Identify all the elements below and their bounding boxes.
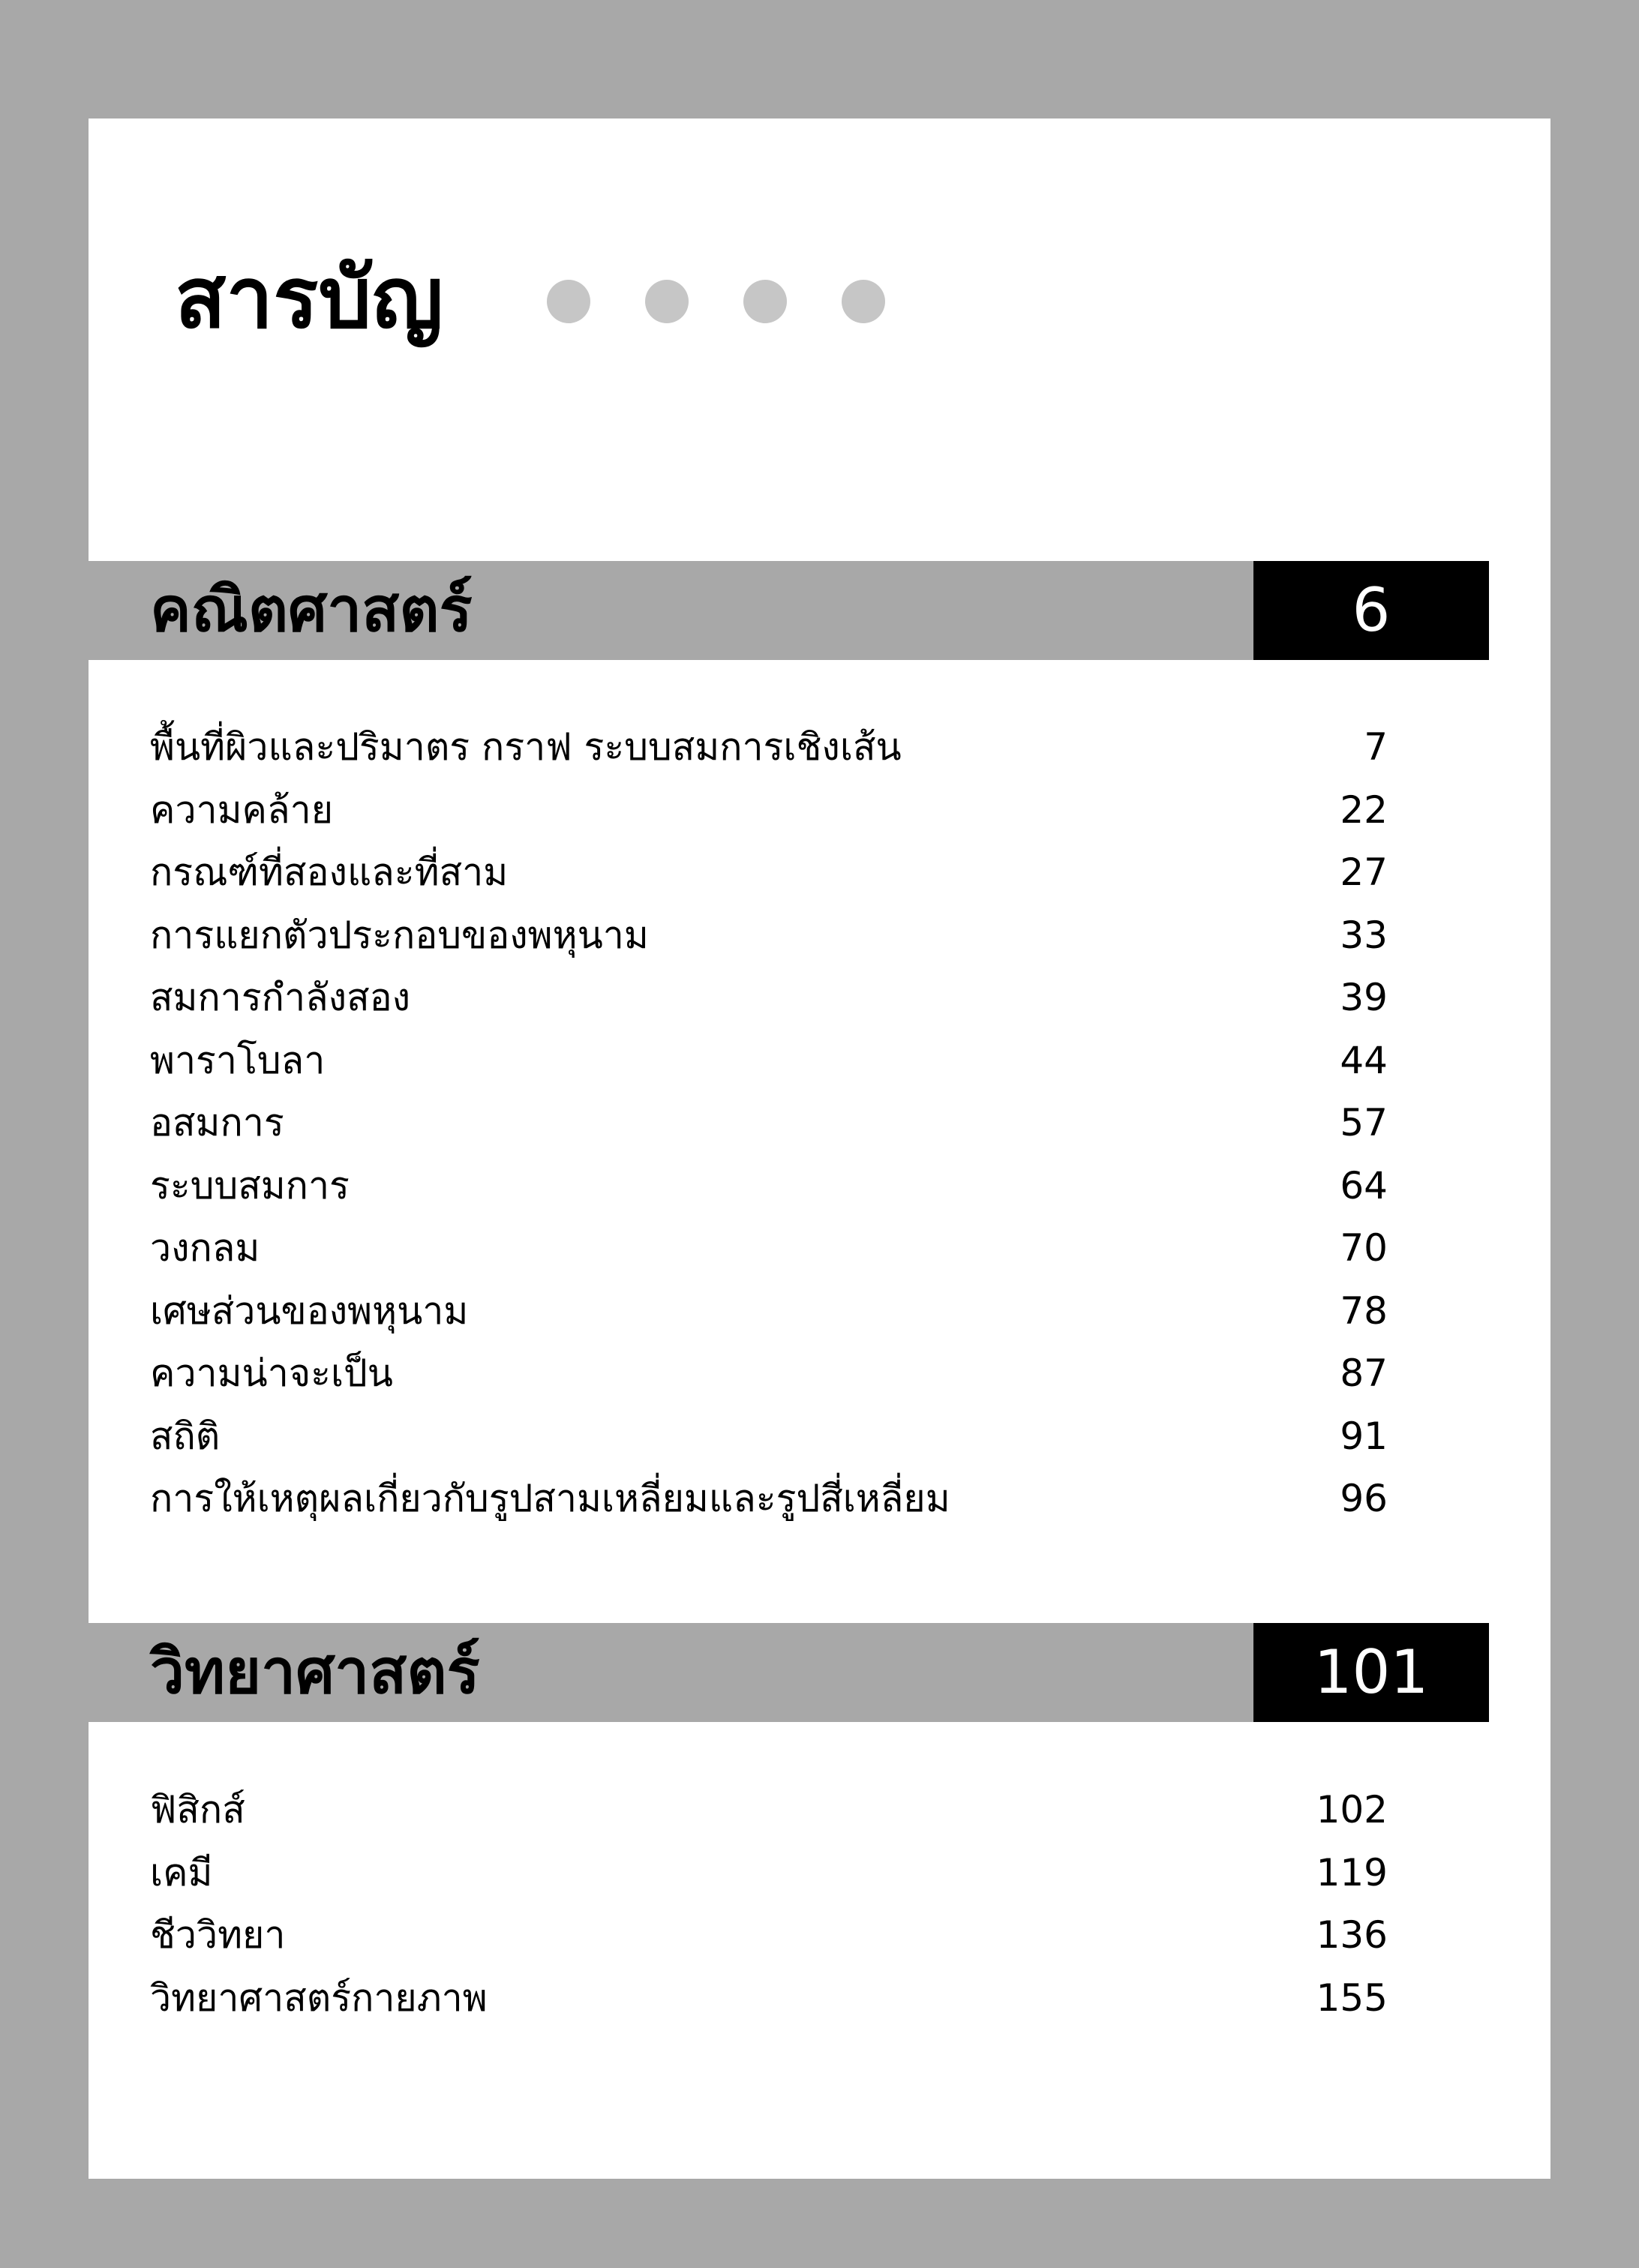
toc-entry-label: วิทยาศาสตร์กายภาพ: [150, 1976, 488, 2020]
toc-entry[interactable]: [150, 1280, 1388, 1343]
toc-entry[interactable]: [150, 1030, 1388, 1093]
toc-entry[interactable]: [150, 1967, 1388, 2030]
toc-entry-page: 96: [1340, 1477, 1388, 1520]
toc-entry-label: สถิติ: [150, 1414, 221, 1458]
toc-entry[interactable]: [150, 1092, 1388, 1155]
toc-entry-label: วงกลม: [150, 1226, 260, 1270]
page-title: สารบัญ: [175, 250, 443, 347]
dot-icon: [547, 280, 590, 323]
section-header-math: [89, 561, 1489, 660]
toc-entry-page: 91: [1340, 1414, 1388, 1458]
toc-entry[interactable]: [150, 1217, 1388, 1280]
section-header-science: [89, 1623, 1489, 1722]
toc-page: [89, 118, 1550, 2179]
toc-entry[interactable]: [150, 1406, 1388, 1468]
toc-entry-label: ความน่าจะเป็น: [150, 1352, 393, 1395]
toc-entry[interactable]: [150, 1904, 1388, 1967]
toc-entry-page: 87: [1340, 1352, 1388, 1395]
toc-entry-label: เคมี: [150, 1850, 213, 1894]
toc-entry-label: ชีววิทยา: [150, 1913, 286, 1957]
toc-entry-label: การแยกตัวประกอบของพหุนาม: [150, 913, 649, 957]
toc-entry-page: 64: [1340, 1163, 1388, 1208]
toc-entry-label: อสมการ: [150, 1101, 284, 1144]
section-heading: วิทยาศาสตร์: [150, 1636, 480, 1708]
toc-entry-label: เศษส่วนของพหุนาม: [150, 1288, 469, 1333]
toc-entry[interactable]: [150, 1842, 1388, 1905]
toc-entry-page: 119: [1316, 1850, 1388, 1894]
toc-entry-page: 33: [1340, 913, 1388, 957]
toc-entry[interactable]: [150, 967, 1388, 1030]
toc-entry-label: กรณฑ์ที่สองและที่สาม: [150, 850, 509, 894]
dot-icon: [645, 280, 689, 323]
toc-entry[interactable]: [150, 779, 1388, 842]
toc-entry-label: ระบบสมการ: [150, 1163, 350, 1208]
section-page-number: 101: [1253, 1623, 1489, 1722]
section-page-number: 6: [1253, 561, 1489, 660]
toc-entry-page: 44: [1340, 1038, 1388, 1082]
toc-entry[interactable]: [150, 1779, 1388, 1842]
toc-entry-page: 136: [1316, 1913, 1388, 1957]
toc-entry-label: การให้เหตุผลเกี่ยวกับรูปสามเหลี่ยมและรูปสี่เหลี่ยม: [150, 1477, 950, 1520]
toc-entry-label: ฟิสิกส์: [150, 1788, 245, 1832]
section-heading: คณิตศาสตร์: [150, 574, 473, 646]
toc-entry-label: สมการกำลังสอง: [150, 976, 411, 1019]
toc-entry-page: 27: [1340, 850, 1388, 894]
toc-entry-label: ความคล้าย: [150, 788, 334, 832]
dot-icon: [743, 280, 787, 323]
toc-entry-page: 70: [1340, 1226, 1388, 1270]
toc-list-science: [150, 1779, 1388, 2030]
toc-entry-page: 78: [1340, 1288, 1388, 1333]
toc-entry[interactable]: [150, 1468, 1388, 1531]
toc-entry[interactable]: [150, 1155, 1388, 1218]
toc-entry-page: 7: [1364, 725, 1388, 769]
toc-entry[interactable]: [150, 716, 1388, 779]
decorative-dots: [547, 280, 885, 323]
dot-icon: [842, 280, 885, 323]
toc-entry-label: พื้นที่ผิวและปริมาตร กราฟ ระบบสมการเชิงเส้น: [150, 725, 902, 769]
toc-entry[interactable]: [150, 842, 1388, 904]
toc-list-math: [150, 716, 1388, 1531]
toc-entry-label: พาราโบลา: [150, 1038, 326, 1082]
toc-entry-page: 22: [1340, 788, 1388, 832]
toc-entry-page: 102: [1316, 1788, 1388, 1832]
toc-entry-page: 39: [1340, 976, 1388, 1019]
toc-entry-page: 57: [1340, 1101, 1388, 1144]
toc-entry[interactable]: [150, 1342, 1388, 1406]
toc-entry-page: 155: [1316, 1976, 1388, 2020]
toc-entry[interactable]: [150, 904, 1388, 968]
